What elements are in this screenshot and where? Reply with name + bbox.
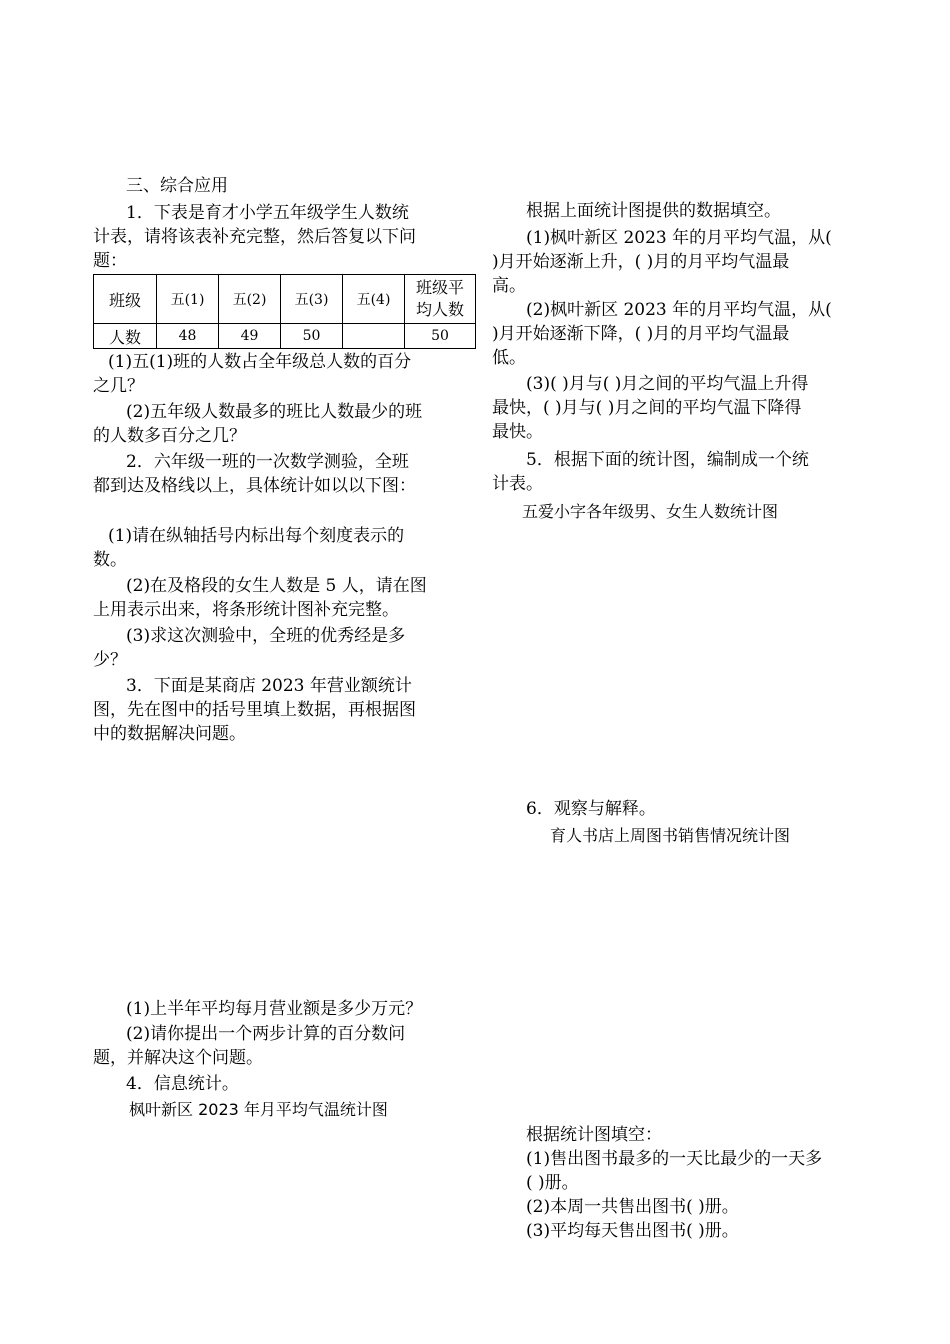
q5-chart-title: 五爱小字各年级男、女生人数统计图 bbox=[522, 502, 779, 521]
q2-2-text: (2)在及格段的女生人数是 5 人，请在图 bbox=[126, 576, 427, 596]
r1-text: 高。 bbox=[492, 276, 526, 296]
fill-intro-text: 根据统计图填空： bbox=[526, 1125, 662, 1145]
r3-text: 最快，( )月与( )月之间的平均气温下降得 bbox=[492, 398, 802, 418]
q3-text: 图，先在图中的括号里填上数据，再根据图 bbox=[93, 700, 416, 720]
r2-text: (2)枫叶新区 2023 年的月平均气温，从( bbox=[526, 300, 832, 320]
q5-text: 计表。 bbox=[492, 474, 543, 494]
r3-text: 最快。 bbox=[492, 422, 543, 442]
q1-1-text: 之几？ bbox=[93, 376, 144, 396]
r1-text: )月开始逐渐上升，( )月的月平均气温最 bbox=[492, 252, 790, 272]
r1-text: (1)枫叶新区 2023 年的月平均气温，从( bbox=[526, 228, 832, 248]
table-header-cell bbox=[405, 275, 476, 324]
table-cell bbox=[343, 324, 405, 349]
table-cell: 50 bbox=[281, 324, 343, 349]
q6-text: 6．观察与解释。 bbox=[526, 799, 656, 819]
table-cell: 人数 bbox=[94, 324, 157, 349]
q2-text: 2．六年级一班的一次数学测验，全班 bbox=[126, 452, 409, 472]
table-header-row bbox=[94, 275, 476, 324]
f1-text: ( )册。 bbox=[526, 1173, 579, 1193]
q1-2-text: 的人数多百分之几？ bbox=[93, 426, 246, 446]
f3-text: (3)平均每天售出图书( )册。 bbox=[526, 1221, 739, 1241]
table-cell: 50 bbox=[405, 324, 476, 349]
q6-chart-title: 育人书店上周图书销售情况统计图 bbox=[550, 826, 791, 845]
table-header-cell: 班级 bbox=[94, 275, 157, 324]
table-header-text: 均人数 bbox=[415, 300, 464, 319]
r3-text: (3)( )月与( )月之间的平均气温上升得 bbox=[526, 374, 809, 394]
r2-text: )月开始逐渐下降，( )月的月平均气温最 bbox=[492, 324, 790, 344]
f2-text: (2)本周一共售出图书( )册。 bbox=[526, 1197, 739, 1217]
table-header-text: 班级平 bbox=[415, 278, 464, 297]
f1-text: (1)售出图书最多的一天比最少的一天多 bbox=[526, 1149, 823, 1169]
table-cell: 49 bbox=[219, 324, 281, 349]
table-header-cell: 五(3) bbox=[281, 275, 343, 324]
q2-3-text: (3)求这次测验中，全班的优秀经是多 bbox=[126, 626, 406, 646]
q2-2-text: 上用表示出来，将条形统计图补充完整。 bbox=[93, 600, 399, 620]
q3-2-text: 题，并解决这个问题。 bbox=[93, 1048, 263, 1068]
q1-text: 题： bbox=[93, 251, 127, 271]
student-count-table bbox=[93, 274, 476, 349]
q4-text: 4．信息统计。 bbox=[126, 1074, 239, 1094]
table-cell: 48 bbox=[157, 324, 219, 349]
q2-1-text: (1)请在纵轴括号内标出每个刻度表示的 bbox=[108, 526, 405, 546]
q2-3-text: 少？ bbox=[93, 650, 127, 670]
table-row bbox=[94, 324, 476, 349]
q1-1-text: (1)五(1)班的人数占全年级总人数的百分 bbox=[108, 352, 412, 372]
section-title: 三、综合应用 bbox=[126, 176, 228, 196]
q1-text: 1．下表是育才小学五年级学生人数统 bbox=[126, 203, 409, 223]
table-header-cell: 五(1) bbox=[157, 275, 219, 324]
table-header-cell: 五(2) bbox=[219, 275, 281, 324]
r2-text: 低。 bbox=[492, 348, 526, 368]
q2-1-text: 数。 bbox=[93, 550, 127, 570]
table-header-cell: 五(4) bbox=[343, 275, 405, 324]
q3-text: 中的数据解决问题。 bbox=[93, 724, 246, 744]
q1-text: 计表，请将该表补充完整，然后答复以下问 bbox=[93, 227, 416, 247]
q2-text: 都到达及格线以上，具体统计如以以下图： bbox=[93, 476, 416, 496]
q5-text: 5．根据下面的统计图，编制成一个统 bbox=[526, 450, 809, 470]
q4-chart-title: 枫叶新区 2023 年月平均气温统计图 bbox=[129, 1100, 388, 1119]
q3-text: 3．下面是某商店 2023 年营业额统计 bbox=[126, 676, 412, 696]
intro-text: 根据上面统计图提供的数据填空。 bbox=[526, 201, 781, 221]
q3-2-text: (2)请你提出一个两步计算的百分数问 bbox=[126, 1024, 406, 1044]
q3-1-text: (1)上半年平均每月营业额是多少万元？ bbox=[126, 999, 423, 1019]
q1-2-text: (2)五年级人数最多的班比人数最少的班 bbox=[126, 402, 423, 422]
